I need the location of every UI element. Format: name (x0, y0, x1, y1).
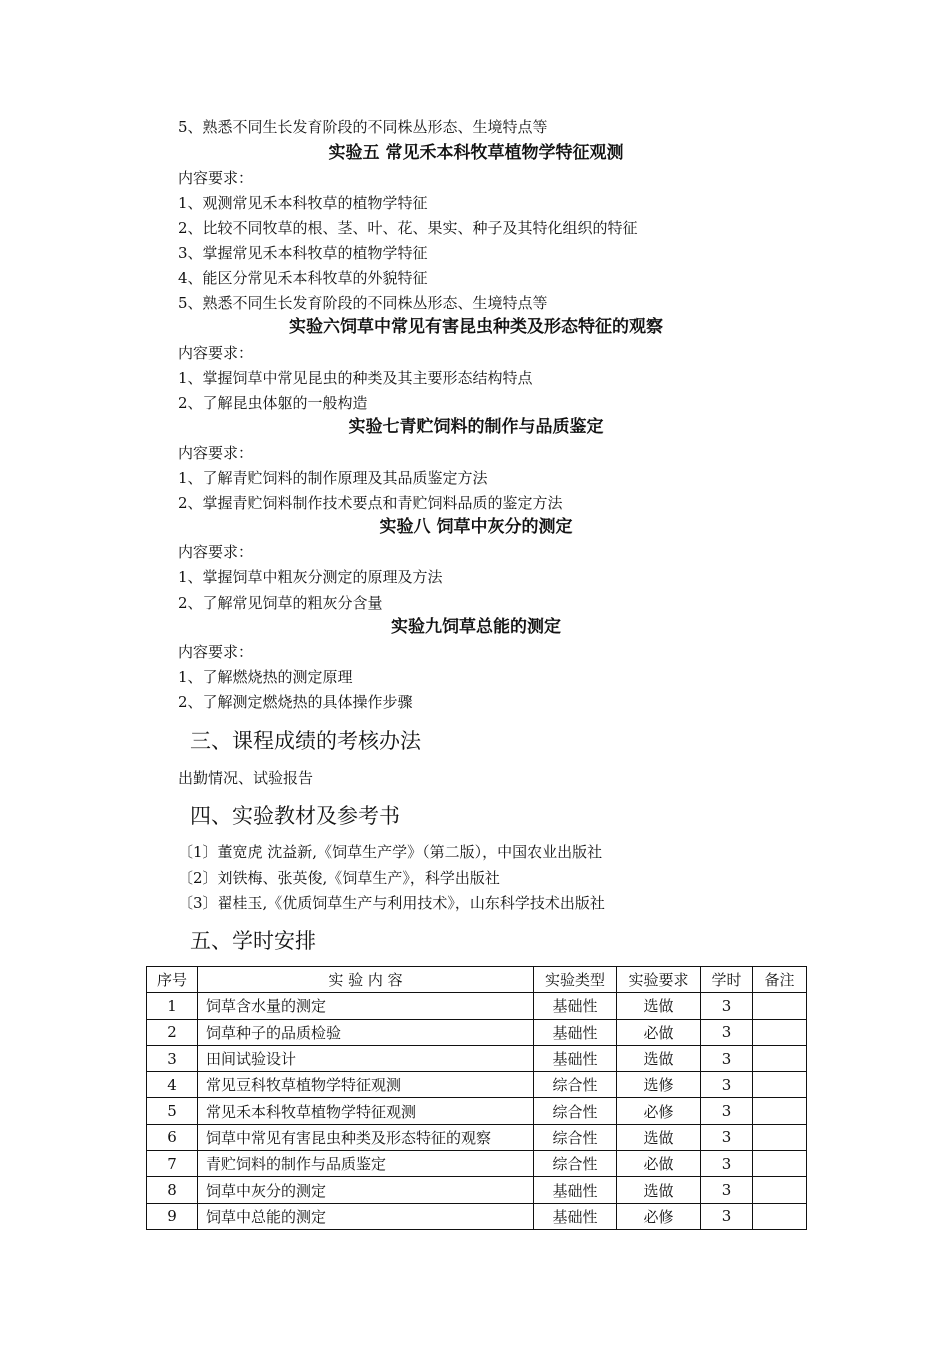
header-type: 实验类型 (534, 967, 617, 993)
header-index: 序号 (147, 967, 198, 993)
row-content: 饲草中常见有害昆虫种类及形态特征的观察 (198, 1124, 534, 1150)
exp4-item-5: 5、熟悉不同生长发育阶段的不同株丛形态、生境特点等 (178, 118, 548, 136)
row-type: 基础性 (534, 993, 617, 1019)
row-requirement: 选做 (617, 1177, 701, 1203)
exp8-req-label: 内容要求： (178, 543, 254, 561)
exp5-title: 实验五 常见禾本科牧草植物学特征观测 (328, 143, 624, 163)
table-body (147, 993, 807, 1230)
row-type: 基础性 (534, 1203, 617, 1229)
row-index: 2 (147, 1019, 198, 1045)
row-hours: 3 (701, 1098, 753, 1124)
table-row (147, 1019, 807, 1045)
schedule-table (146, 966, 807, 1230)
row-requirement: 选做 (617, 993, 701, 1019)
section5-heading: 五、学时安排 (190, 929, 316, 953)
row-content: 田间试验设计 (198, 1045, 534, 1071)
row-type: 综合性 (534, 1072, 617, 1098)
exp8-item: 1、掌握饲草中粗灰分测定的原理及方法 (178, 568, 443, 586)
exp7-item: 1、了解青贮饲料的制作原理及其品质鉴定方法 (178, 469, 488, 487)
row-hours: 3 (701, 1177, 753, 1203)
table-row (147, 1098, 807, 1124)
row-type: 基础性 (534, 1019, 617, 1045)
header-hours: 学时 (701, 967, 753, 993)
row-hours: 3 (701, 1019, 753, 1045)
exp5-item: 4、能区分常见禾本科牧草的外貌特征 (178, 269, 428, 287)
reference-item: 〔2〕刘铁梅、张英俊,《饲草生产》，科学出版社 (178, 869, 500, 887)
exp9-item: 1、了解燃烧热的测定原理 (178, 668, 353, 686)
table-row (147, 1072, 807, 1098)
exp9-item: 2、了解测定燃烧热的具体操作步骤 (178, 693, 413, 711)
row-content: 饲草含水量的测定 (198, 993, 534, 1019)
exp9-title: 实验九饲草总能的测定 (391, 617, 561, 637)
row-index: 5 (147, 1098, 198, 1124)
row-notes (753, 1124, 807, 1150)
exp6-item: 1、掌握饲草中常见昆虫的种类及其主要形态结构特点 (178, 369, 533, 387)
exp5-item: 3、掌握常见禾本科牧草的植物学特征 (178, 244, 428, 262)
table-row (147, 993, 807, 1019)
row-content: 饲草中总能的测定 (198, 1203, 534, 1229)
exp6-req-label: 内容要求： (178, 344, 254, 362)
row-notes (753, 1151, 807, 1177)
row-notes (753, 993, 807, 1019)
table-row (147, 1151, 807, 1177)
row-index: 6 (147, 1124, 198, 1150)
row-requirement: 选做 (617, 1124, 701, 1150)
row-hours: 3 (701, 1203, 753, 1229)
row-type: 基础性 (534, 1177, 617, 1203)
row-type: 基础性 (534, 1045, 617, 1071)
row-content: 饲草种子的品质检验 (198, 1019, 534, 1045)
row-content: 常见豆科牧草植物学特征观测 (198, 1072, 534, 1098)
table-header-row (147, 967, 807, 993)
row-index: 7 (147, 1151, 198, 1177)
section3-text: 出勤情况、试验报告 (178, 769, 314, 787)
row-content: 青贮饲料的制作与品质鉴定 (198, 1151, 534, 1177)
table-row (147, 1124, 807, 1150)
section4-heading: 四、实验教材及参考书 (190, 804, 400, 828)
row-requirement: 必修 (617, 1098, 701, 1124)
row-notes (753, 1072, 807, 1098)
exp8-title: 实验八 饲草中灰分的测定 (379, 517, 573, 537)
row-index: 4 (147, 1072, 198, 1098)
header-content: 实 验 内 容 (198, 967, 534, 993)
row-notes (753, 1045, 807, 1071)
row-requirement: 选修 (617, 1072, 701, 1098)
exp7-item: 2、掌握青贮饲料制作技术要点和青贮饲料品质的鉴定方法 (178, 494, 563, 512)
section3-heading: 三、课程成绩的考核办法 (190, 729, 421, 753)
row-type: 综合性 (534, 1151, 617, 1177)
row-hours: 3 (701, 1045, 753, 1071)
row-index: 9 (147, 1203, 198, 1229)
row-hours: 3 (701, 1124, 753, 1150)
row-type: 综合性 (534, 1098, 617, 1124)
table-row (147, 1203, 807, 1229)
header-notes: 备注 (753, 967, 807, 993)
exp9-req-label: 内容要求： (178, 643, 254, 661)
row-hours: 3 (701, 1151, 753, 1177)
exp7-title: 实验七青贮饲料的制作与品质鉴定 (348, 417, 604, 437)
exp5-item: 1、观测常见禾本科牧草的植物学特征 (178, 194, 428, 212)
row-content: 饲草中灰分的测定 (198, 1177, 534, 1203)
row-notes (753, 1177, 807, 1203)
row-hours: 3 (701, 993, 753, 1019)
reference-item: 〔1〕董宽虎 沈益新,《饲草生产学》（第二版），中国农业出版社 (178, 843, 603, 861)
row-index: 1 (147, 993, 198, 1019)
row-requirement: 必做 (617, 1019, 701, 1045)
exp5-item: 2、比较不同牧草的根、茎、叶、花、果实、种子及其特化组织的特征 (178, 219, 638, 237)
table-row (147, 1045, 807, 1071)
table-row (147, 1177, 807, 1203)
exp6-title: 实验六饲草中常见有害昆虫种类及形态特征的观察 (289, 317, 663, 337)
row-content: 常见禾本科牧草植物学特征观测 (198, 1098, 534, 1124)
exp5-item: 5、熟悉不同生长发育阶段的不同株丛形态、生境特点等 (178, 294, 548, 312)
header-requirement: 实验要求 (617, 967, 701, 993)
row-hours: 3 (701, 1072, 753, 1098)
exp7-req-label: 内容要求： (178, 444, 254, 462)
reference-item: 〔3〕翟桂玉,《优质饲草生产与利用技术》，山东科学技术出版社 (178, 894, 605, 912)
row-notes (753, 1098, 807, 1124)
exp6-item: 2、了解昆虫体躯的一般构造 (178, 394, 368, 412)
row-notes (753, 1203, 807, 1229)
row-requirement: 必做 (617, 1151, 701, 1177)
row-index: 3 (147, 1045, 198, 1071)
row-notes (753, 1019, 807, 1045)
row-requirement: 选做 (617, 1045, 701, 1071)
row-requirement: 必修 (617, 1203, 701, 1229)
exp8-item: 2、了解常见饲草的粗灰分含量 (178, 594, 383, 612)
row-index: 8 (147, 1177, 198, 1203)
row-type: 综合性 (534, 1124, 617, 1150)
exp5-req-label: 内容要求： (178, 169, 254, 187)
